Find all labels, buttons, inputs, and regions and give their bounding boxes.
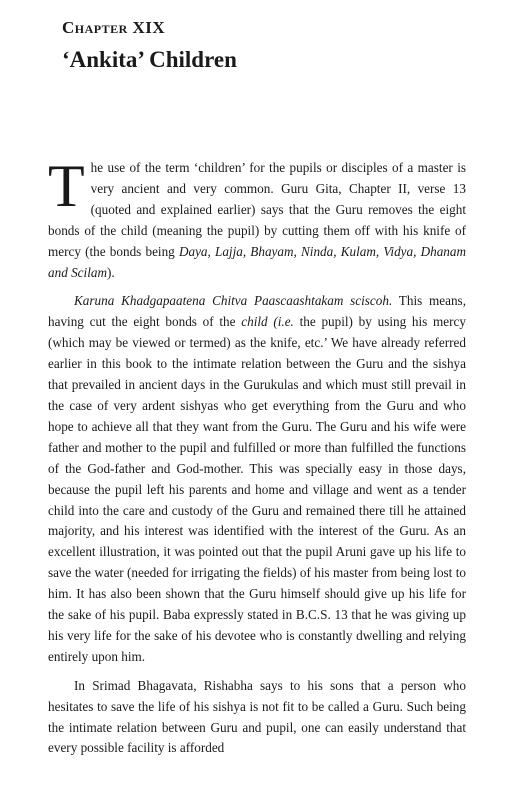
chapter-body: [48, 153, 466, 759]
chapter-label: Chapter XIX: [62, 18, 166, 37]
paragraph-1: [48, 153, 466, 283]
child-emphasis: child (i.e.: [241, 314, 294, 330]
paragraph-2-text-b: the pupil) by using his mercy (which may be viewed or termed) as the knife, etc.’ We have already referred earlier in this book to the intimate relation between the Guru and the sishya that prevailed in ancient days in the Gurukulas and which must still prevail in the case of very ardent sishyas who get everything from the Guru and who hope to achieve all that they want from the Guru. The Guru and his wife were father and mother to the pupil and fulfilled or more than fulfilled the functions of the God-father and God-mother. This was specially easy in those days, because the pupil left his parents and home and village and went as a tender child into the care and custody of the Guru and remained there till he attained majority, and his interest was identified with the interest of the Guru. As an excellent illustration, it was pointed out that the pupil Aruni gave up his life to save the water (needed for irrigating the fields) of his master from being lost to him. It has also been shown that the Guru himself should give up his life for the sake of his pupil. Baba expressly stated in B.C.S. 13 that he was giving up his very life for the sake of his devotee who is constantly dwelling and relying entirely upon him.: [48, 314, 466, 664]
paragraph-2: [48, 291, 466, 667]
chapter-title: ‘Ankita’ Children: [62, 47, 237, 72]
paragraph-2-text-a: This means, having cut the eight bonds of the: [48, 293, 466, 330]
paragraph-3-text: In Srimad Bhagavata, Rishabha says to his sons that a person who hesitates to save the life of his sishya is not fit to be called a Guru. Such being the intimate relation between Guru and pupil, one can easily understand that every possible facility is afforded: [48, 677, 466, 756]
bond-names: Daya, Lajja, Bhayam, Ninda, Kulam, Vidya, Dhanam and Scilam: [48, 243, 466, 280]
paragraph-1-end: ).: [106, 264, 115, 280]
paragraph-3: [48, 676, 466, 760]
paragraph-1-text: he use of the term ‘children’ for the pupils or disciples of a master is very ancient and very common. Guru Gita, Chapter II, verse 13 (quoted and explained earlier) says that the Guru removes the eight bonds of the child (meaning the pupil) by cutting them off with his knife of mercy (the bonds being: [48, 160, 466, 259]
drop-cap: T: [48, 153, 85, 219]
sanskrit-quote: Karuna Khadgapaatena Chitva Paascaashtakam sciscoh.: [74, 293, 393, 309]
